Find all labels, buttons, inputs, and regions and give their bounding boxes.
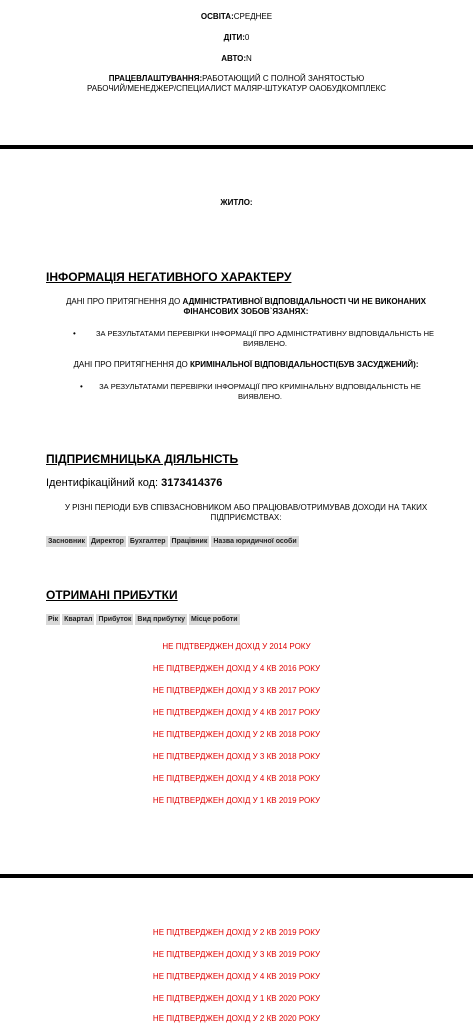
id-code-label: Ідентифікаційний код: bbox=[46, 477, 162, 489]
children-line bbox=[0, 33, 473, 42]
children-value: 0 bbox=[244, 33, 250, 42]
page-divider bbox=[0, 145, 473, 149]
column-company-name: Назва юридичної особи bbox=[213, 538, 297, 545]
business-title: ПІДПРИЄМНИЦЬКА ДІЯЛЬНІСТЬ bbox=[46, 452, 239, 466]
column-year: Рік bbox=[48, 616, 59, 623]
income-table-header bbox=[46, 614, 240, 625]
housing-label: ЖИТЛО: bbox=[220, 198, 253, 207]
bullet-icon: • bbox=[73, 329, 76, 338]
income-line: НЕ ПІДТВЕРДЖЕН ДОХІД У 4 КВ 2018 РОКУ bbox=[152, 774, 321, 783]
admin-responsibility-text bbox=[46, 297, 446, 317]
admin-intro: ДАНІ ПРО ПРИТЯГНЕННЯ ДО bbox=[65, 297, 183, 306]
id-code-line bbox=[46, 477, 222, 489]
income-title: ОТРИМАНІ ПРИБУТКИ bbox=[46, 588, 178, 602]
business-note-1: У РІЗНІ ПЕРІОДИ БУВ СПІВЗАСНОВНИКОМ АБО ПРАЦЮВАВ/ОТРИМУВАВ ДОХОДИ НА ТАКИХ bbox=[64, 503, 428, 512]
car-line bbox=[0, 54, 473, 63]
column-workplace: Місце роботи bbox=[190, 616, 238, 623]
business-table-header bbox=[46, 536, 299, 547]
criminal-result-item bbox=[80, 382, 430, 402]
bullet-icon: • bbox=[80, 382, 83, 391]
income-line: НЕ ПІДТВЕРДЖЕН ДОХІД У 2014 РОКУ bbox=[162, 642, 311, 651]
admin-result-2: ВИЯВЛЕНО. bbox=[243, 339, 287, 348]
income-line: НЕ ПІДТВЕРДЖЕН ДОХІД У 3 КВ 2019 РОКУ bbox=[152, 950, 321, 959]
education-value: СРЕДНЕЕ bbox=[233, 12, 273, 21]
admin-bold-2: ФІНАНСОВИХ ЗОБОВ`ЯЗАНЯХ: bbox=[183, 307, 309, 316]
education-line bbox=[0, 12, 473, 21]
crim-intro: ДАНІ ПРО ПРИТЯГНЕННЯ ДО bbox=[73, 360, 191, 369]
income-line: НЕ ПІДТВЕРДЖЕН ДОХІД У 3 КВ 2018 РОКУ bbox=[152, 752, 321, 761]
column-profit-type: Вид прибутку bbox=[137, 616, 185, 623]
income-line: НЕ ПІДТВЕРДЖЕН ДОХІД У 2 КВ 2020 РОКУ bbox=[152, 1014, 321, 1023]
criminal-responsibility-text bbox=[46, 360, 446, 370]
income-line: НЕ ПІДТВЕРДЖЕН ДОХІД У 1 КВ 2019 РОКУ bbox=[152, 796, 321, 805]
column-director: Директор bbox=[91, 538, 124, 545]
income-line: НЕ ПІДТВЕРДЖЕН ДОХІД У 1 КВ 2020 РОКУ bbox=[152, 994, 321, 1003]
crim-result-2: ВИЯВЛЕНО. bbox=[238, 392, 282, 401]
crim-bold: КРИМІНАЛЬНОЇ ВІДПОВІДАЛЬНОСТІ(БУВ ЗАСУДЖЕНИЙ): bbox=[190, 360, 419, 369]
admin-bold-1: АДМІНІСТРАТИВНОЇ ВІДПОВІДАЛЬНОСТІ ЧИ НЕ ВИКОНАНИХ bbox=[182, 297, 426, 306]
admin-result-item bbox=[73, 329, 445, 349]
column-employee: Працівник bbox=[171, 538, 208, 545]
negative-info-title: ІНФОРМАЦІЯ НЕГАТИВНОГО ХАРАКТЕРУ bbox=[46, 270, 292, 284]
page-divider bbox=[0, 874, 473, 878]
column-accountant: Бухгалтер bbox=[129, 538, 166, 545]
column-founder: Засновник bbox=[48, 538, 86, 545]
education-label: ОСВІТА: bbox=[200, 12, 234, 21]
income-line: НЕ ПІДТВЕРДЖЕН ДОХІД У 3 КВ 2017 РОКУ bbox=[152, 686, 321, 695]
income-line: НЕ ПІДТВЕРДЖЕН ДОХІД У 2 КВ 2018 РОКУ bbox=[152, 730, 321, 739]
id-code-value: 3173414376 bbox=[161, 477, 223, 489]
business-note bbox=[40, 503, 452, 523]
employment-value: РАБОТАЮЩИЙ С ПОЛНОЙ ЗАНЯТОСТЬЮ bbox=[202, 74, 365, 83]
income-line: НЕ ПІДТВЕРДЖЕН ДОХІД У 2 КВ 2019 РОКУ bbox=[152, 928, 321, 937]
employment-line bbox=[0, 74, 473, 83]
income-line: НЕ ПІДТВЕРДЖЕН ДОХІД У 4 КВ 2019 РОКУ bbox=[152, 972, 321, 981]
children-label: ДІТИ: bbox=[223, 33, 245, 42]
income-line: НЕ ПІДТВЕРДЖЕН ДОХІД У 4 КВ 2016 РОКУ bbox=[152, 664, 321, 673]
income-line: НЕ ПІДТВЕРДЖЕН ДОХІД У 4 КВ 2017 РОКУ bbox=[152, 708, 321, 717]
crim-result-1: ЗА РЕЗУЛЬТАТАМИ ПЕРЕВІРКИ ІНФОРМАЦІЇ ПРО КРИМІНАЛЬНУ ВІДПОВІДАЛЬНІСТЬ НЕ bbox=[99, 382, 421, 391]
car-label: АВТО: bbox=[221, 54, 247, 63]
column-quarter: Квартал bbox=[64, 616, 93, 623]
employment-label: ПРАЦЕВЛАШТУВАННЯ: bbox=[108, 74, 203, 83]
employment-line-2 bbox=[0, 84, 473, 93]
car-value: N bbox=[246, 54, 252, 63]
employment-value-2: РАБОЧИЙ/МЕНЕДЖЕР/СПЕЦИАЛИСТ МАЛЯР-ШТУКАТУР ОАОБУДКОМПЛЕКС bbox=[86, 84, 387, 93]
business-note-2: ПІДПРИЄМСТВАХ: bbox=[210, 513, 282, 522]
column-profit: Прибуток bbox=[98, 616, 132, 623]
admin-result-1: ЗА РЕЗУЛЬТАТАМИ ПЕРЕВІРКИ ІНФОРМАЦІЇ ПРО АДМІНІСТРАТИВНУ ВІДПОВІДАЛЬНІСТЬ НЕ bbox=[95, 329, 435, 338]
